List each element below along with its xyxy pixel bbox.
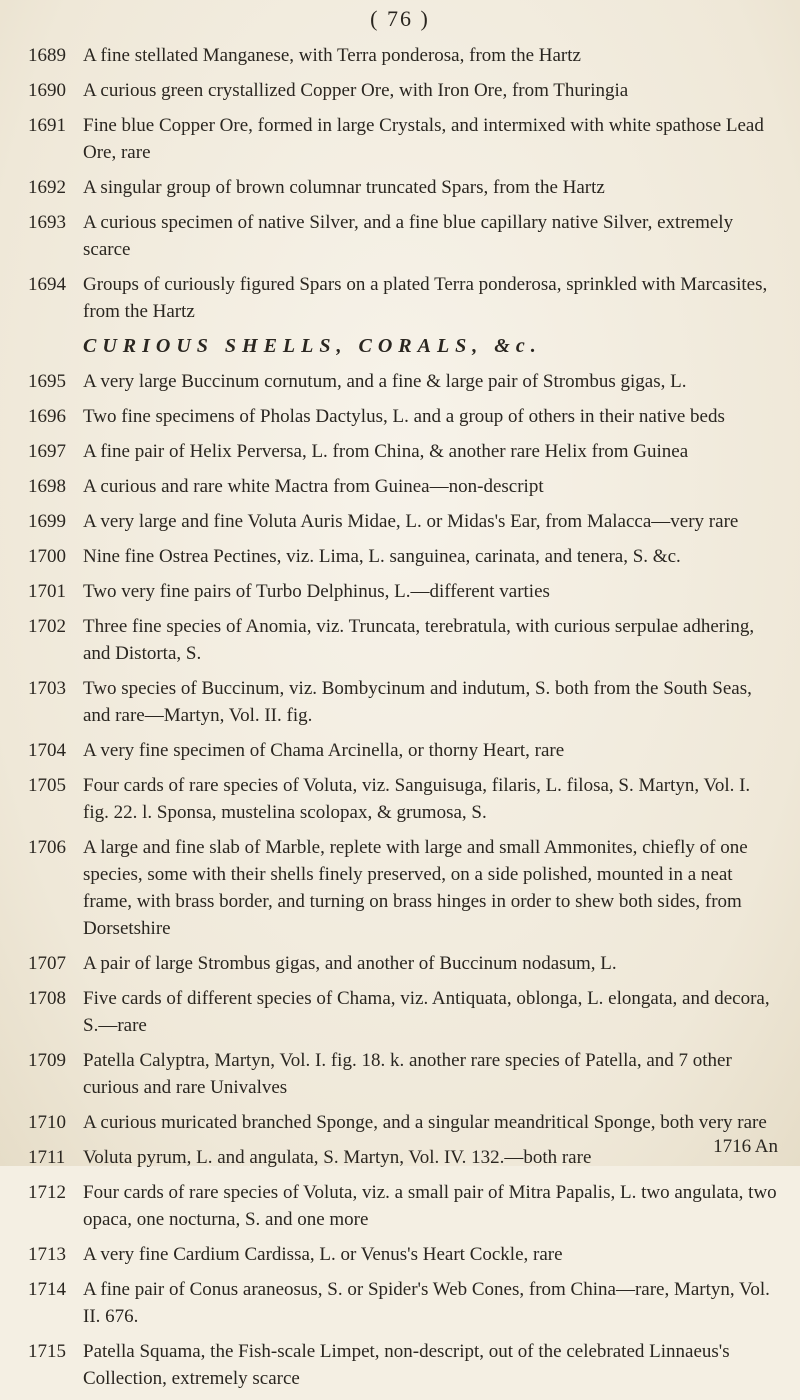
lot-entry: [28, 403, 780, 430]
lot-entry: [28, 834, 780, 942]
lot-number: 1698: [28, 476, 66, 497]
lot-entry: [28, 1338, 780, 1392]
lot-description: Four cards of rare species of Voluta, viz. Sanguisuga, filaris, L. filosa, S. Martyn, Vol. I. fig. 22. l. Sponsa, mustelina scolopax, & grumosa, S.: [83, 775, 751, 823]
lot-entry: [28, 368, 780, 395]
lot-description: Fine blue Copper Ore, formed in large Crystals, and intermixed with white spathose Lead Ore, rare: [83, 115, 764, 163]
lot-entry: [28, 772, 780, 826]
lot-description: A very fine Cardium Cardissa, L. or Venus's Heart Cockle, rare: [83, 1244, 563, 1265]
lot-number: 1696: [28, 406, 66, 427]
lot-description: Two fine specimens of Pholas Dactylus, L. and a group of others in their native beds: [83, 406, 725, 427]
lot-entry: [28, 112, 780, 166]
lot-entry: [28, 985, 780, 1039]
lot-number: 1706: [28, 837, 66, 858]
lot-entry: [28, 1241, 780, 1268]
lot-entry: [28, 1179, 780, 1233]
lot-number: 1702: [28, 616, 66, 637]
lot-entry: [28, 42, 780, 69]
section-heading: [28, 333, 780, 360]
lot-description: Two species of Buccinum, viz. Bombycinum and indutum, S. both from the South Seas, and rare—Martyn, Vol. II. fig.: [83, 678, 752, 726]
lot-entry: [28, 950, 780, 977]
lot-number: 1708: [28, 988, 66, 1009]
lot-description: A very fine specimen of Chama Arcinella, or thorny Heart, rare: [83, 740, 565, 761]
lot-entry: [28, 508, 780, 535]
lot-number: 1694: [28, 274, 66, 295]
lot-number: 1712: [28, 1182, 66, 1203]
lot-description: Three fine species of Anomia, viz. Truncata, terebratula, with curious serpulae adhering, and Distorta, S.: [83, 616, 755, 664]
lot-number: 1714: [28, 1279, 66, 1300]
lot-description: Voluta pyrum, L. and angulata, S. Martyn, Vol. IV. 132.—both rare: [83, 1147, 592, 1168]
lot-description: Patella Calyptra, Martyn, Vol. I. fig. 18. k. another rare species of Patella, and 7 other curious and rare Univalves: [83, 1050, 732, 1098]
lot-description: Four cards of rare species of Voluta, viz. a small pair of Mitra Papalis, L. two angulata, two opaca, one nocturna, S. and one more: [83, 1182, 777, 1230]
lot-description: A fine pair of Helix Perversa, L. from China, & another rare Helix from Guinea: [83, 441, 689, 462]
lot-number: 1700: [28, 546, 66, 567]
lot-description: A fine pair of Conus araneosus, S. or Spider's Web Cones, from China—rare, Martyn, Vol. II. 676.: [83, 1279, 770, 1327]
lot-description: A curious muricated branched Sponge, and a singular meandritical Sponge, both very rare: [83, 1112, 767, 1133]
lot-number: 1710: [28, 1112, 66, 1133]
lot-description: Five cards of different species of Chama, viz. Antiquata, oblonga, L. elongata, and decora, S.—rare: [83, 988, 770, 1036]
lot-description: A singular group of brown columnar truncated Spars, from the Hartz: [83, 177, 605, 198]
lot-number: 1707: [28, 953, 66, 974]
lot-description: Groups of curiously figured Spars on a plated Terra ponderosa, sprinkled with Marcasites, from the Hartz: [83, 274, 768, 322]
lot-number: 1697: [28, 441, 66, 462]
lot-number: 1704: [28, 740, 66, 761]
lot-description: Two very fine pairs of Turbo Delphinus, L.—different varties: [83, 581, 550, 602]
lot-entry: [28, 473, 780, 500]
lot-entry: [28, 174, 780, 201]
lot-entry: [28, 271, 780, 325]
catchword: 1716 An: [713, 1136, 778, 1157]
lot-entry: [28, 77, 780, 104]
lot-number: 1690: [28, 80, 66, 101]
lot-entry: [28, 675, 780, 729]
lot-description: Patella Squama, the Fish-scale Limpet, non-descript, out of the celebrated Linnaeus's Collection, extremely scarce: [83, 1341, 730, 1389]
lot-number: 1695: [28, 371, 66, 392]
lot-number: 1703: [28, 678, 66, 699]
lot-number: 1693: [28, 212, 66, 233]
lot-number: 1692: [28, 177, 66, 198]
lot-entry: [28, 578, 780, 605]
lot-description: A curious and rare white Mactra from Guinea—non-descript: [83, 476, 544, 497]
lot-entry: [28, 438, 780, 465]
lot-description: Nine fine Ostrea Pectines, viz. Lima, L. sanguinea, carinata, and tenera, S. &c.: [83, 546, 681, 567]
lot-description: A curious specimen of native Silver, and a fine blue capillary native Silver, extremely scarce: [83, 212, 734, 260]
section-heading-text: CURIOUS SHELLS, CORALS, &c.: [83, 335, 542, 357]
lot-number: 1713: [28, 1244, 66, 1265]
lot-description: A pair of large Strombus gigas, and another of Buccinum nodasum, L.: [83, 953, 617, 974]
lot-description: A curious green crystallized Copper Ore, with Iron Ore, from Thuringia: [83, 80, 629, 101]
lot-number: 1715: [28, 1341, 66, 1362]
lot-number: 1701: [28, 581, 66, 602]
lot-entry: [28, 1047, 780, 1101]
lot-entry: [28, 613, 780, 667]
lot-description: A large and fine slab of Marble, replete with large and small Ammonites, chiefly of one species, some with their shells finely preserved, on a side polished, mounted in a neat frame, with brass border, and turning on brass hinges in order to shew both sides, from Dorsetshire: [83, 837, 748, 939]
lot-description: A fine stellated Manganese, with Terra ponderosa, from the Hartz: [83, 45, 581, 66]
page-number: ( 76 ): [370, 6, 430, 31]
entry-list: [28, 42, 780, 1400]
lot-number: 1705: [28, 775, 66, 796]
lot-entry: [28, 543, 780, 570]
lot-entry: [28, 737, 780, 764]
lot-entry: [28, 1144, 780, 1171]
lot-number: 1711: [28, 1147, 66, 1168]
lot-number: 1709: [28, 1050, 66, 1071]
lot-number: 1689: [28, 45, 66, 66]
lot-number: 1699: [28, 511, 66, 532]
lot-description: A very large Buccinum cornutum, and a fine & large pair of Strombus gigas, L.: [83, 371, 687, 392]
lot-number: 1691: [28, 115, 66, 136]
lot-description: A very large and fine Voluta Auris Midae, L. or Midas's Ear, from Malacca—very rare: [83, 511, 739, 532]
lot-entry: [28, 1109, 780, 1136]
lot-entry: [28, 1276, 780, 1330]
lot-entry: [28, 209, 780, 263]
